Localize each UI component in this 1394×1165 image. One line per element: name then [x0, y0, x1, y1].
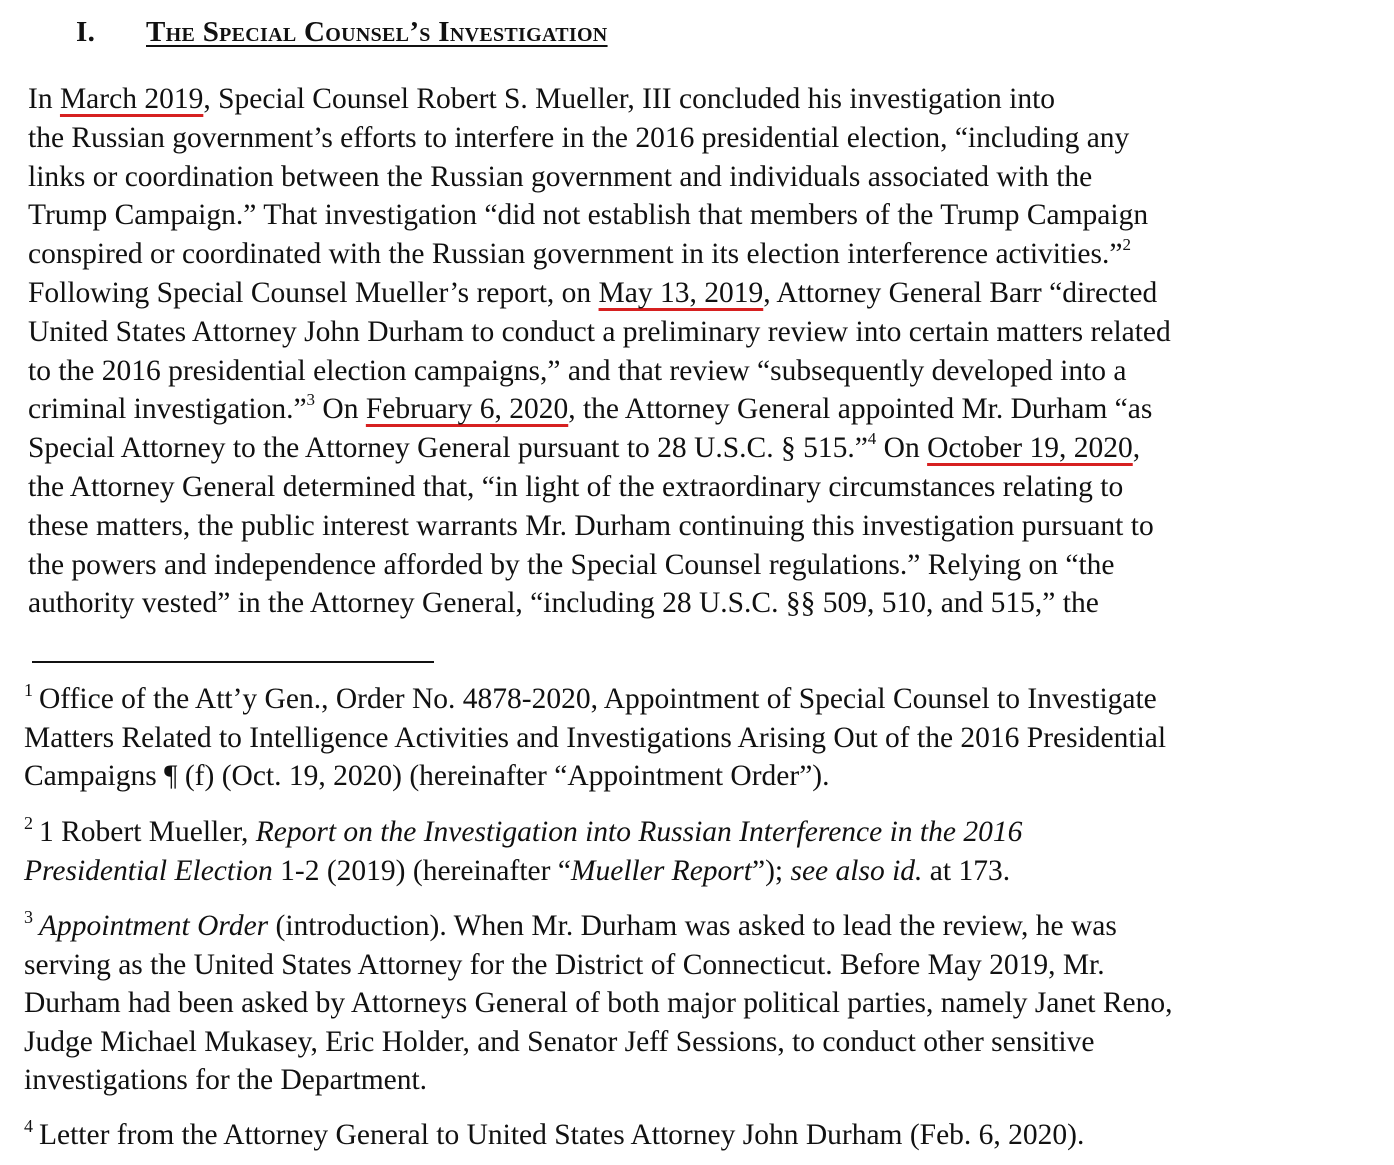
- italic-text: Presidential Election: [24, 854, 273, 887]
- footnote-line: [24, 1116, 1364, 1155]
- body-line: [28, 429, 1348, 468]
- italic-text: see also id.: [790, 854, 923, 887]
- italic-text: Mueller Report: [570, 854, 752, 887]
- text-run: Trump Campaign.” That investigation “did not establish that members of the Trump Campaign: [28, 199, 1149, 232]
- text-run: authority vested” in the Attorney General, “including 28 U.S.C. §§ 509, 510, and 515,” the: [28, 587, 1099, 620]
- italic-text: Appointment Order: [39, 910, 269, 942]
- text-run: In: [28, 83, 60, 115]
- footnote-line: [24, 946, 1364, 985]
- footnote-separator: [32, 661, 434, 663]
- footnote-3: [24, 907, 1364, 1100]
- footnote-line: [24, 852, 1364, 891]
- text-run: criminal investigation.”: [28, 393, 307, 426]
- footnote-mark: 3: [24, 907, 33, 927]
- text-run: the Attorney General determined that, “in light of the extraordinary circumstances relating to: [28, 470, 1124, 503]
- text-run: 1-2 (2019) (hereinafter “: [272, 854, 571, 887]
- body-line: [28, 584, 1348, 623]
- text-run: the Russian government’s efforts to interfere in the 2016 presidential election, “including any: [28, 121, 1130, 154]
- body-line: [28, 274, 1348, 313]
- body-line: [28, 235, 1348, 274]
- highlighted-date: May 13, 2019: [598, 276, 764, 309]
- highlighted-date: March 2019: [59, 83, 204, 115]
- section-heading: [76, 16, 608, 49]
- text-run: links or coordination between the Russian government and individuals associated with the: [28, 160, 1093, 193]
- body-line: [28, 80, 1348, 119]
- footnote-line: [24, 757, 1364, 796]
- footnote-reference: 3: [306, 390, 316, 410]
- text-run: serving as the United States Attorney for the District of Connecticut. Before May 2019, Mr.: [24, 948, 1105, 981]
- section-number: I.: [76, 16, 96, 48]
- text-run: at 173.: [922, 854, 1011, 887]
- text-run: On: [315, 393, 366, 426]
- text-run: On: [876, 432, 928, 465]
- footnote-line: [24, 907, 1364, 946]
- text-run: Durham had been asked by Attorneys General of both major political parties, namely Janet Reno,: [24, 987, 1173, 1019]
- body-line: [28, 352, 1348, 391]
- body-paragraph: [28, 80, 1348, 623]
- text-run: investigations for the Department.: [24, 1064, 428, 1096]
- text-run: Judge Michael Mukasey, Eric Holder, and Senator Jeff Sessions, to conduct other sensitive: [24, 1025, 1095, 1058]
- footnote-mark: 2: [24, 813, 33, 833]
- highlighted-date: February 6, 2020: [365, 393, 569, 426]
- italic-text: Report on the Investigation into Russian Interference in the 2016: [255, 816, 1023, 848]
- text-run: , Special Counsel Robert S. Mueller, III concluded his investigation into: [203, 83, 1056, 115]
- body-line: [28, 507, 1348, 546]
- footnote-reference: 2: [1122, 235, 1131, 255]
- text-run: (introduction). When Mr. Durham was asked to lead the review, he was: [268, 910, 1117, 942]
- section-title: The Special Counsel’s Investigation: [146, 16, 608, 48]
- text-run: Office of the Att’y Gen., Order No. 4878-2020, Appointment of Special Counsel to Investigate: [39, 683, 1157, 715]
- text-run: , the Attorney General appointed Mr. Durham “as: [568, 393, 1153, 426]
- footnote-line: [24, 680, 1364, 719]
- text-run: ”);: [751, 854, 791, 887]
- footnote-4: [24, 1116, 1364, 1155]
- text-run: to the 2016 presidential election campaigns,” and that review “subsequently developed into a: [28, 354, 1127, 387]
- text-run: Matters Related to Intelligence Activities and Investigations Arising Out of the 2016 Presidential: [24, 721, 1167, 754]
- body-line: [28, 546, 1348, 585]
- text-run: Letter from the Attorney General to United States Attorney John Durham (Feb. 6, 2020).: [39, 1119, 1085, 1151]
- body-line: [28, 158, 1348, 197]
- text-run: Special Attorney to the Attorney General pursuant to 28 U.S.C. § 515.”: [28, 432, 868, 465]
- body-line: [28, 390, 1348, 429]
- footnote-2: [24, 813, 1364, 890]
- text-run: 1 Robert Mueller,: [39, 816, 256, 848]
- highlighted-date: October 19, 2020: [927, 432, 1133, 465]
- footnote-1: [24, 680, 1364, 796]
- text-run: , Attorney General Barr “directed: [763, 276, 1158, 309]
- footnote-line: [24, 1023, 1364, 1062]
- text-run: conspired or coordinated with the Russian government in its election interference activities.”: [28, 238, 1123, 271]
- footnote-line: [24, 1061, 1364, 1100]
- text-run: Following Special Counsel Mueller’s report, on: [28, 276, 599, 309]
- body-line: [28, 196, 1348, 235]
- footnote-reference: 4: [867, 429, 877, 449]
- body-line: [28, 468, 1348, 507]
- body-line: [28, 313, 1348, 352]
- body-line: [28, 119, 1348, 158]
- footnote-line: [24, 813, 1364, 852]
- text-run: Campaigns ¶ (f) (Oct. 19, 2020) (hereinafter “Appointment Order”).: [24, 760, 830, 792]
- footnote-line: [24, 719, 1364, 758]
- text-run: these matters, the public interest warrants Mr. Durham continuing this investigation pursuant to: [28, 509, 1154, 542]
- footnote-mark: 1: [24, 680, 33, 700]
- text-run: the powers and independence afforded by the Special Counsel regulations.” Relying on “the: [28, 548, 1115, 581]
- text-run: United States Attorney John Durham to conduct a preliminary review into certain matters related: [28, 315, 1171, 348]
- footnote-mark: 4: [24, 1116, 33, 1136]
- footnote-line: [24, 984, 1364, 1023]
- text-run: ,: [1132, 432, 1141, 465]
